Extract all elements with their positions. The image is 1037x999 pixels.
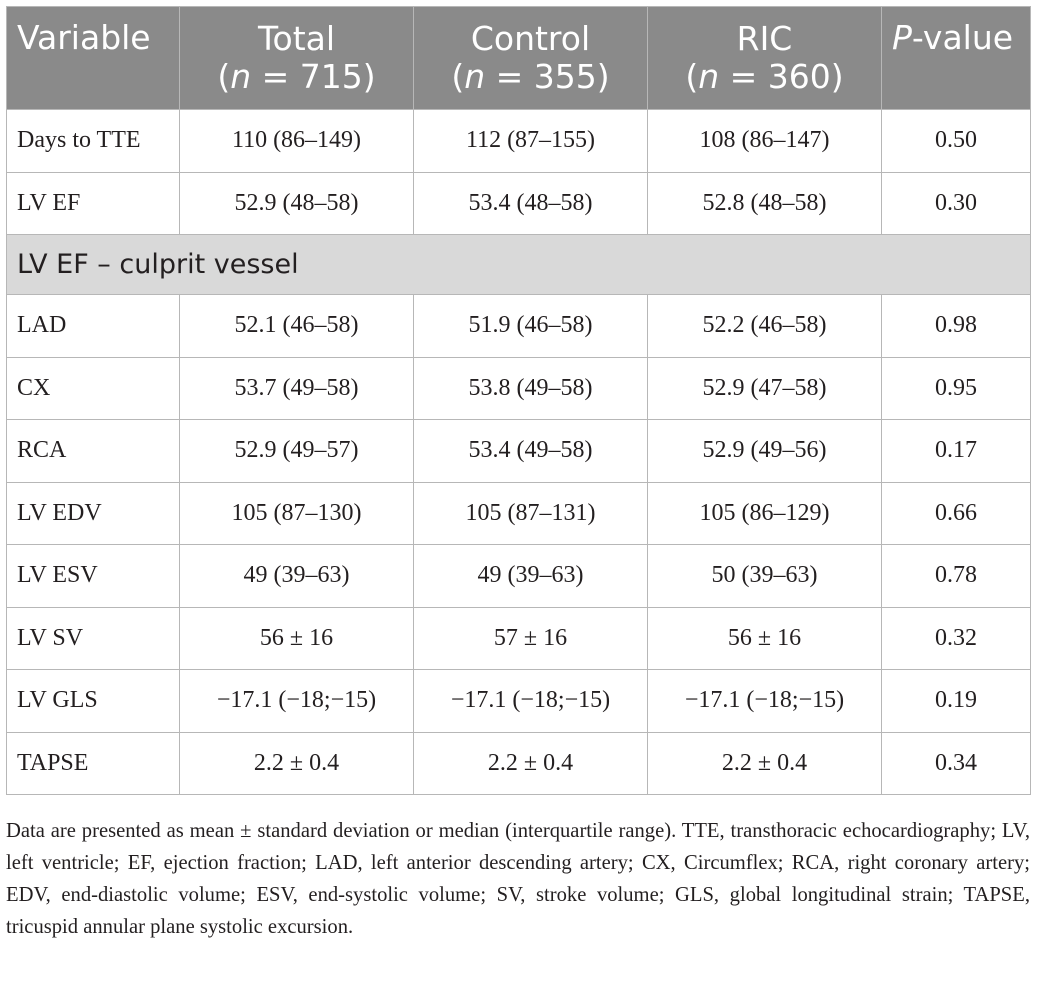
- cell-pvalue: 0.78: [882, 545, 1031, 608]
- cell-pvalue: 0.30: [882, 172, 1031, 235]
- cell-control: 53.8 (49–58): [414, 357, 648, 420]
- cell-variable: LV SV: [7, 607, 180, 670]
- cell-control: 2.2 ± 0.4: [414, 732, 648, 795]
- table-row: [7, 295, 1031, 358]
- cell-pvalue: 0.17: [882, 420, 1031, 483]
- cell-variable: LV EDV: [7, 482, 180, 545]
- cell-control: 112 (87–155): [414, 110, 648, 173]
- cell-total: 52.9 (48–58): [180, 172, 414, 235]
- table-row: [7, 110, 1031, 173]
- header-control: Control (n = 355): [414, 7, 648, 110]
- cell-total: 52.1 (46–58): [180, 295, 414, 358]
- table-row: [7, 482, 1031, 545]
- cell-pvalue: 0.32: [882, 607, 1031, 670]
- cell-ric: 108 (86–147): [648, 110, 882, 173]
- cell-total: 105 (87–130): [180, 482, 414, 545]
- cell-total: 110 (86–149): [180, 110, 414, 173]
- cell-pvalue: 0.34: [882, 732, 1031, 795]
- cell-total: 52.9 (49–57): [180, 420, 414, 483]
- results-table: [6, 6, 1031, 795]
- cell-total: 56 ± 16: [180, 607, 414, 670]
- table-row: [7, 420, 1031, 483]
- table-body: [7, 110, 1031, 795]
- cell-control: 49 (39–63): [414, 545, 648, 608]
- cell-control: 53.4 (49–58): [414, 420, 648, 483]
- cell-ric: 52.8 (48–58): [648, 172, 882, 235]
- cell-variable: RCA: [7, 420, 180, 483]
- cell-pvalue: 0.98: [882, 295, 1031, 358]
- cell-control: −17.1 (−18;−15): [414, 670, 648, 733]
- cell-total: 2.2 ± 0.4: [180, 732, 414, 795]
- cell-ric: 52.2 (46–58): [648, 295, 882, 358]
- table-row: [7, 732, 1031, 795]
- table-row: [7, 545, 1031, 608]
- section-title: LV EF – culprit vessel: [7, 235, 1031, 295]
- cell-ric: 105 (86–129): [648, 482, 882, 545]
- header-variable: Variable: [7, 7, 180, 110]
- cell-variable: TAPSE: [7, 732, 180, 795]
- table-row: [7, 357, 1031, 420]
- cell-ric: 52.9 (49–56): [648, 420, 882, 483]
- table-row: [7, 670, 1031, 733]
- cell-total: 49 (39–63): [180, 545, 414, 608]
- table-header: [7, 7, 1031, 110]
- cell-pvalue: 0.19: [882, 670, 1031, 733]
- cell-total: −17.1 (−18;−15): [180, 670, 414, 733]
- header-pvalue: P-value: [882, 7, 1031, 110]
- cell-control: 105 (87–131): [414, 482, 648, 545]
- cell-variable: LV EF: [7, 172, 180, 235]
- cell-control: 51.9 (46–58): [414, 295, 648, 358]
- cell-pvalue: 0.66: [882, 482, 1031, 545]
- cell-ric: 52.9 (47–58): [648, 357, 882, 420]
- cell-pvalue: 0.50: [882, 110, 1031, 173]
- section-row: [7, 235, 1031, 295]
- cell-control: 53.4 (48–58): [414, 172, 648, 235]
- cell-ric: −17.1 (−18;−15): [648, 670, 882, 733]
- cell-total: 53.7 (49–58): [180, 357, 414, 420]
- cell-variable: LV GLS: [7, 670, 180, 733]
- table-row: [7, 607, 1031, 670]
- cell-pvalue: 0.95: [882, 357, 1031, 420]
- cell-variable: LV ESV: [7, 545, 180, 608]
- header-total: Total (n = 715): [180, 7, 414, 110]
- cell-variable: Days to TTE: [7, 110, 180, 173]
- cell-ric: 50 (39–63): [648, 545, 882, 608]
- header-ric: RIC (n = 360): [648, 7, 882, 110]
- cell-control: 57 ± 16: [414, 607, 648, 670]
- table-footnote: Data are presented as mean ± standard deviation or median (interquartile range). TTE, transthoracic echocardiography; LV, left ventricle; EF, ejection fraction; LAD, left anterior descending artery; CX, Circumflex; RCA, right coronary artery; EDV, end-diastolic volume; ESV, end-systolic volume; SV, stroke volume; GLS, global longitudinal strain; TAPSE, tricuspid annular plane systolic excursion.: [6, 820, 1030, 938]
- table-row: [7, 172, 1031, 235]
- cell-variable: LAD: [7, 295, 180, 358]
- header-row: [7, 7, 1031, 110]
- cell-ric: 56 ± 16: [648, 607, 882, 670]
- cell-ric: 2.2 ± 0.4: [648, 732, 882, 795]
- cell-variable: CX: [7, 357, 180, 420]
